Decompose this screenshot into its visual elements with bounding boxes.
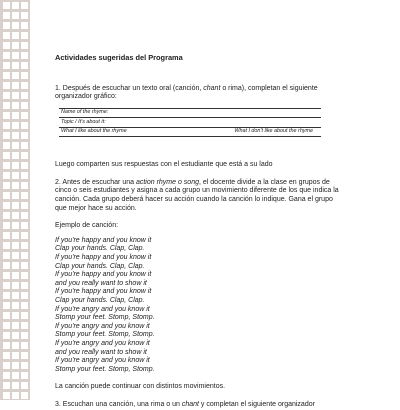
document-body [55, 54, 345, 410]
strip-square [12, 292, 19, 299]
strip-square [21, 112, 28, 119]
strip-square [21, 252, 28, 259]
strip-square [21, 202, 28, 209]
activity-2-text-start: 2. Antes de escuchar una [55, 178, 136, 186]
strip-square [21, 342, 28, 349]
strip-square [21, 292, 28, 299]
song-line: If you're angry and you know it [55, 305, 150, 313]
strip-square [12, 242, 19, 249]
strip-square [12, 22, 19, 29]
strip-square [3, 72, 10, 79]
organizer-row-name: Name of the rhyme: [59, 108, 321, 118]
strip-square [12, 382, 19, 389]
strip-square [21, 172, 28, 179]
strip-square [3, 2, 10, 9]
strip-square [21, 392, 28, 399]
strip-square [3, 252, 10, 259]
song-line: Clap your hands. Clap, Clap. [55, 245, 145, 253]
strip-square [12, 142, 19, 149]
strip-square [3, 302, 10, 309]
strip-square [21, 212, 28, 219]
strip-square [12, 122, 19, 129]
song-line: If you're angry and you know it [55, 339, 150, 347]
strip-square [3, 342, 10, 349]
decorative-side-strip [0, 0, 30, 400]
activity-1-text-end: o rima), completan el siguiente organizador gráfico: [55, 84, 318, 101]
song-line: If you're happy and you know it [55, 271, 152, 279]
strip-square [12, 302, 19, 309]
song-line: Clap your hands. Clap, Clap. [55, 297, 145, 304]
strip-square [3, 32, 10, 39]
organizer-dislike-label: What I don't like about the rhyme [234, 128, 313, 135]
strip-square [12, 52, 19, 59]
strip-square [12, 72, 19, 79]
strip-square [12, 342, 19, 349]
strip-square [21, 2, 28, 9]
strip-square [12, 372, 19, 379]
strip-square [12, 62, 19, 69]
strip-square [12, 352, 19, 359]
song-line: If you're happy and you know it [55, 288, 152, 296]
strip-square [12, 262, 19, 269]
strip-square [3, 292, 10, 299]
strip-square [12, 12, 19, 19]
strip-square [21, 122, 28, 129]
strip-square [12, 232, 19, 239]
activity-3-text-start: 3. Escuchan una canción, una rima o un [55, 400, 182, 408]
activity-3-text-end: y completan el siguiente organizador [198, 400, 315, 408]
strip-square [21, 382, 28, 389]
strip-square [3, 312, 10, 319]
strip-square [3, 242, 10, 249]
strip-square [21, 302, 28, 309]
strip-square [12, 222, 19, 229]
song-line: If you're angry and you know it [55, 322, 150, 330]
strip-square [3, 372, 10, 379]
song-line: Stomp your feet. Stomp, Stomp. [55, 314, 155, 322]
strip-square [21, 372, 28, 379]
strip-square [21, 282, 28, 289]
activity-1-chant-word: chant [203, 84, 221, 92]
strip-square [21, 72, 28, 79]
strip-square [12, 332, 19, 339]
strip-square [12, 92, 19, 99]
strip-square [3, 212, 10, 219]
strip-square [3, 382, 10, 389]
strip-square [3, 182, 10, 189]
song-lyrics [55, 237, 345, 375]
strip-square [21, 322, 28, 329]
song-line: Stomp your feet. Stomp, Stomp. [55, 365, 155, 373]
strip-square [12, 192, 19, 199]
strip-square [12, 132, 19, 139]
strip-square [21, 82, 28, 89]
strip-square [3, 102, 10, 109]
strip-square [3, 112, 10, 119]
strip-square [3, 52, 10, 59]
song-line: and you really want to show it [55, 279, 147, 287]
organizer-row-topic: Topic / It's about it: [59, 117, 321, 127]
activity-1-text-start: 1. Después de escuchar un texto oral (canción, [55, 84, 204, 92]
strip-square [3, 162, 10, 169]
strip-square [21, 162, 28, 169]
activity-3-chant-word: chant [181, 400, 199, 408]
strip-square [12, 202, 19, 209]
organizer-row-likes [59, 127, 321, 137]
strip-square [12, 152, 19, 159]
strip-square [3, 142, 10, 149]
strip-square [12, 102, 19, 109]
strip-square [21, 242, 28, 249]
strip-square [12, 392, 19, 399]
strip-square [21, 192, 28, 199]
strip-square [12, 282, 19, 289]
strip-square [21, 332, 28, 339]
strip-square [21, 142, 28, 149]
strip-square [21, 312, 28, 319]
strip-square [12, 162, 19, 169]
strip-square [3, 152, 10, 159]
activity-2-text [55, 179, 345, 213]
strip-square [12, 172, 19, 179]
strip-square [3, 202, 10, 209]
strip-square [3, 172, 10, 179]
strip-square [21, 352, 28, 359]
strip-square [21, 22, 28, 29]
continue-note: La canción puede continuar con distintos movimientos. [55, 383, 226, 391]
strip-square [21, 132, 28, 139]
strip-square [21, 32, 28, 39]
song-line: If you're happy and you know it [55, 254, 152, 262]
strip-square [3, 62, 10, 69]
strip-square [12, 322, 19, 329]
song-line: If you're happy and you know it [55, 236, 152, 244]
strip-square [3, 222, 10, 229]
strip-square [21, 222, 28, 229]
strip-square [21, 102, 28, 109]
strip-square [3, 272, 10, 279]
strip-square [12, 182, 19, 189]
strip-square [21, 62, 28, 69]
strip-square [21, 262, 28, 269]
strip-square [21, 52, 28, 59]
activity-2-text-end: , el docente divide a la clase en grupos de cinco o seis estudiantes y asigna a cada grupo un movimiento diferente de los que indica la canción. Cada grupo deberá hacer su acción cuando la canción lo indique. Gana el grupo que mejor hace su acción. [55, 178, 339, 212]
strip-square [12, 312, 19, 319]
strip-square [21, 182, 28, 189]
section-heading: Actividades sugeridas del Programa [55, 53, 183, 62]
strip-square [3, 192, 10, 199]
strip-square [3, 82, 10, 89]
strip-square [3, 122, 10, 129]
strip-square [12, 2, 19, 9]
activity-3-text [55, 401, 345, 410]
strip-square [3, 132, 10, 139]
strip-square [3, 92, 10, 99]
graphic-organizer [59, 108, 321, 138]
strip-square [12, 32, 19, 39]
strip-square [21, 272, 28, 279]
strip-square [3, 22, 10, 29]
strip-square [12, 112, 19, 119]
strip-square [21, 362, 28, 369]
strip-square [3, 332, 10, 339]
strip-square [3, 362, 10, 369]
example-label: Ejemplo de canción: [55, 222, 119, 230]
strip-square [21, 12, 28, 19]
compare-instruction: Luego comparten sus respuestas con el estudiante que está a su lado [55, 161, 273, 169]
strip-square [3, 322, 10, 329]
strip-square [21, 42, 28, 49]
activity-2-action-rhyme: action rhyme o song [135, 178, 199, 186]
strip-square [3, 232, 10, 239]
strip-square [12, 212, 19, 219]
strip-square [3, 42, 10, 49]
song-line: Stomp your feet. Stomp, Stomp. [55, 331, 155, 339]
strip-square [3, 12, 10, 19]
song-line: If you're angry and you know it [55, 357, 150, 365]
strip-square [3, 282, 10, 289]
strip-square [12, 82, 19, 89]
strip-square [21, 92, 28, 99]
strip-square [12, 362, 19, 369]
organizer-like-label: What I like about the rhyme [61, 128, 127, 135]
strip-square [3, 262, 10, 269]
strip-square [12, 42, 19, 49]
strip-square [21, 232, 28, 239]
strip-square [12, 252, 19, 259]
strip-square [21, 152, 28, 159]
song-line: Clap your hands. Clap, Clap. [55, 262, 145, 270]
strip-square [3, 392, 10, 399]
song-line: and you really want to show it [55, 348, 147, 356]
activity-1-text [55, 85, 345, 102]
strip-square [3, 352, 10, 359]
strip-square [12, 272, 19, 279]
